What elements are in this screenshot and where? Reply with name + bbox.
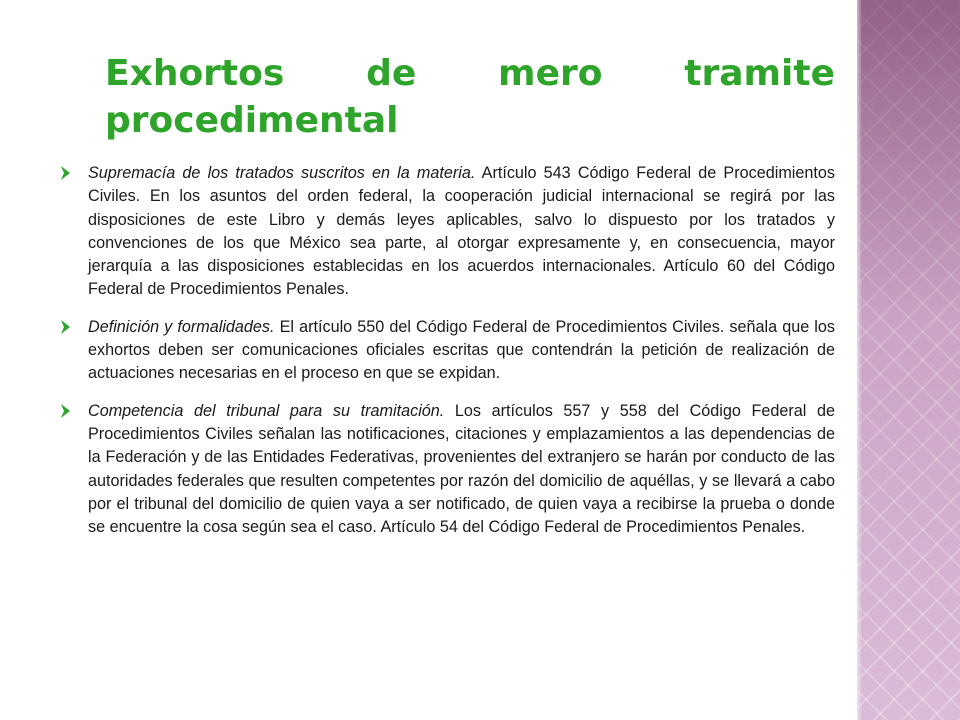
list-item-lead: Competencia del tribunal para su tramitación. [88, 401, 445, 420]
list-item-body: El artículo 550 del Código Federal de Procedimientos Civiles. señala que los exhortos deben ser comunicaciones oficiales escritas que contendrán la petición de realización de actuaciones necesarias en el proceso en que se expidan. [88, 317, 835, 383]
list-item-text [88, 316, 835, 386]
list-item-text [88, 400, 835, 540]
list-item-lead: Definición y formalidades. [88, 317, 275, 336]
decorative-side-panel [857, 0, 960, 720]
list-item-text [88, 162, 835, 302]
list-item [60, 316, 835, 386]
slide-title: Exhortos de mero tramite procedimental [105, 53, 835, 141]
list-item-body: Los artículos 557 y 558 del Código Federal de Procedimientos Civiles señalan las notificaciones, citaciones y emplazamientos a las dependencias de la Federación y de las Entidades Federativas, provenientes del extranjero se harán por conducto de las autoridades federales que resulten competentes por razón del domicilio de aquéllas, y se llevará a cabo por el tribunal del domicilio de quien vaya a ser notificado, de quien vaya a recibirse la prueba o donde se encuentre la cosa según sea el caso. Artículo 54 del Código Federal de Procedimientos Penales. [88, 401, 836, 537]
arrow-bullet-icon [60, 165, 72, 181]
arrow-bullet-icon [60, 403, 72, 419]
list-item [60, 162, 835, 302]
list-item-lead: Supremacía de los tratados suscritos en la materia. [88, 164, 476, 182]
list-item-body: Artículo 543 Código Federal de Procedimientos Civiles. En los asuntos del orden federal, la cooperación judicial internacional se regirá por las disposiciones de este Libro y demás leyes aplicables, salvo lo dispuesto por los tratados y convenciones de los que México sea parte, al otorgar expresamente y, en consecuencia, mayor jerarquía a las disposiciones establecidas en los acuerdos internacionales. Artículo 60 del Código Federal de Procedimientos Penales. [88, 164, 836, 299]
arrow-bullet-icon [60, 319, 72, 335]
list-item [60, 400, 835, 540]
bullet-list [60, 162, 835, 553]
